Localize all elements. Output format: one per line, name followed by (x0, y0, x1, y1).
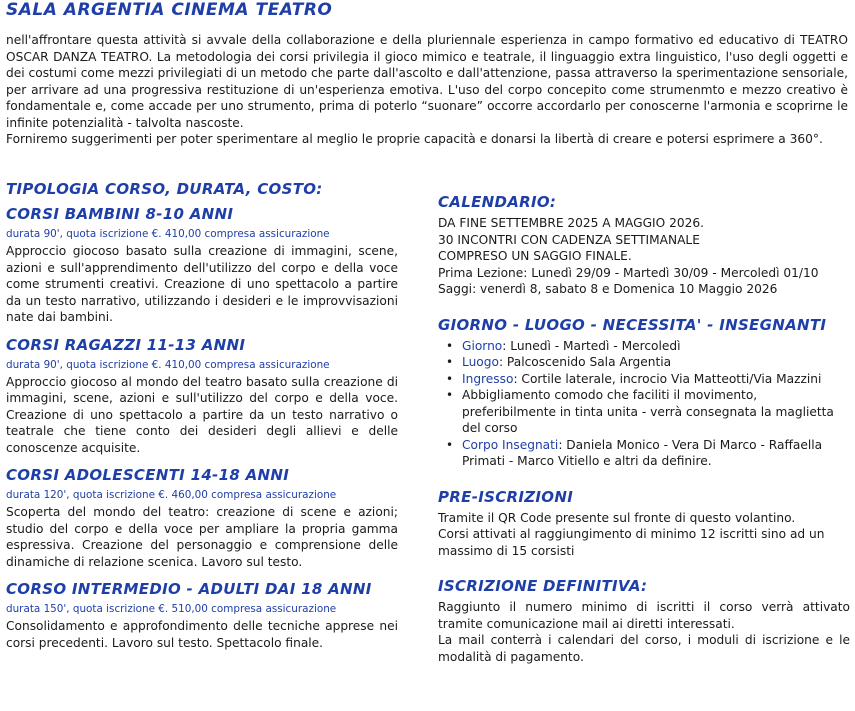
list-item (438, 437, 850, 470)
courses-column (6, 180, 398, 661)
course-title: CORSO INTERMEDIO - ADULTI DAI 18 ANNI (6, 580, 372, 598)
course-description: Approccio giocoso basato sulla creazione di immagini, scene, azioni e sull'apprendimento dell'utilizzo del corpo e della voce come strumenti creativi. Creazione di uno spettacolo a partire da un testo narrativo, utilizzando i desideri e le improvvisazioni nate dai bambini. (6, 244, 398, 324)
details-section (438, 316, 850, 470)
detail-value: : Palcoscenido Sala Argentia (498, 355, 672, 369)
detail-value: : Lunedì - Martedì - Mercoledì (502, 338, 681, 353)
detail-key: Corpo Insegnati (462, 437, 559, 452)
calendar-line: 30 INCONTRI CON CADENZA SETTIMANALE (438, 232, 700, 247)
detail-value: : Cortile laterale, incrocio Via Matteotti/Via Mazzini (513, 371, 822, 386)
list-item (438, 338, 850, 355)
courses-heading: TIPOLOGIA CORSO, DURATA, COSTO: (6, 180, 323, 198)
calendar-line: COMPRESO UN SAGGIO FINALE. (438, 249, 632, 263)
final-registration-section (438, 577, 850, 665)
preregistration-section (438, 488, 850, 560)
details-heading: GIORNO - LUOGO - NECESSITA' - INSEGNANTI (438, 315, 827, 334)
list-item (438, 371, 850, 388)
calendar-heading: CALENDARIO: (438, 193, 557, 211)
course-meta: durata 90', quota iscrizione €. 410,00 compresa assicurazione (6, 228, 330, 240)
calendar-section (438, 193, 850, 298)
final-registration-paragraph: Raggiunto il numero minimo di iscritti il corso verrà attivato tramite comunicazione mail ai diretti interessati. (438, 600, 850, 631)
preregistration-line: Corsi attivati al raggiungimento di minimo 12 iscritti sino ad un massimo di 15 corsisti (438, 527, 825, 558)
details-list (438, 338, 850, 470)
intro-section (6, 32, 848, 148)
intro-paragraph: Forniremo suggerimenti per poter sperimentare al meglio le proprie capacità e donarsi la libertà di creare e potersi esprimere a 360°. (6, 132, 823, 146)
calendar-line: Prima Lezione: Lunedì 29/09 - Martedì 30/09 - Mercoledì 01/10 (438, 265, 819, 280)
course-block (6, 580, 398, 651)
final-registration-heading: ISCRIZIONE DEFINITIVA: (438, 577, 648, 595)
course-title: CORSI ADOLESCENTI 14-18 ANNI (6, 466, 290, 484)
page-title: SALA ARGENTIA CINEMA TEATRO (6, 0, 333, 20)
calendar-line: Saggi: venerdì 8, sabato 8 e Domenica 10 Maggio 2026 (438, 282, 778, 296)
course-title: CORSI BAMBINI 8-10 ANNI (6, 205, 234, 223)
course-description: Consolidamento e approfondimento delle tecniche apprese nei corsi precedenti. Lavoro sul testo. Spettacolo finale. (6, 619, 398, 650)
list-item (438, 387, 850, 437)
preregistration-line: Tramite il QR Code presente sul fronte di questo volantino. (438, 510, 796, 525)
detail-key: Giorno (462, 338, 503, 353)
course-block (6, 336, 398, 457)
calendar-line: DA FINE SETTEMBRE 2025 A MAGGIO 2026. (438, 216, 704, 230)
course-block (6, 205, 398, 326)
final-registration-paragraph: La mail conterrà i calendari del corso, i moduli di iscrizione e le modalità di pagamento. (438, 633, 850, 664)
course-meta: durata 120', quota iscrizione €. 460,00 compresa assicurazione (6, 489, 337, 501)
intro-paragraph: nell'affrontare questa attività si avvale della collaborazione e della pluriennale esperienza in campo formativo ed educativo di TEATRO OSCAR DANZA TEATRO. La metodologia dei corsi privilegia il gioco mimico e teatrale, il linguaggio extra linguistico, l'uso degli oggetti e dei costumi come mezzi privilegiati di un metodo che parte dall'ascolto e dall'attenzione, passa attraverso la sperimentazione sensoriale, per arrivare ad una progressiva restituzione di un'esperienza emotiva. L'uso del corpo concepito come strumenmto e mezzo creativo è fondamentale e, come accade per uno strumento, prima di poterlo “suonare” occorre accordarlo per conoscerne l'armonia e scoprirne le infinite potenzialità - talvolta nascoste. (6, 33, 848, 130)
course-description: Scoperta del mondo del teatro: creazione di scene e azioni; studio del corpo e della voce per ampliare la propria gamma espressiva. Creazione del personaggio e comprensione delle dinamiche di relazione scenica. Lavoro sul testo. (6, 505, 398, 569)
detail-key: Ingresso (462, 371, 514, 386)
info-column (438, 193, 850, 683)
preregistration-heading: PRE-ISCRIZIONI (438, 487, 574, 506)
course-block (6, 466, 398, 570)
list-item (438, 354, 850, 371)
detail-value: Abbigliamento comodo che faciliti il movimento, preferibilmente in tinta unita - verrà consegnata la maglietta del corso (462, 388, 834, 435)
course-description: Approccio giocoso al mondo del teatro basato sulla creazione di immagini, scene, azioni e sull'utilizzo del corpo e della voce. Creazione di uno spettacolo a partire da un testo narrativo o teatrale che tiene conto dei desideri degli allievi e delle conoscenze acquisite. (6, 374, 398, 455)
detail-key: Luogo (462, 355, 499, 369)
course-meta: durata 90', quota iscrizione €. 410,00 compresa assicurazione (6, 358, 330, 371)
detail-value: : Daniela Monico - Vera Di Marco - Raffaella Primati - Marco Vitiello e altri da definire. (462, 437, 823, 468)
course-meta: durata 150', quota iscrizione €. 510,00 compresa assicurazione (6, 603, 337, 615)
course-title: CORSI RAGAZZI 11-13 ANNI (6, 335, 246, 354)
